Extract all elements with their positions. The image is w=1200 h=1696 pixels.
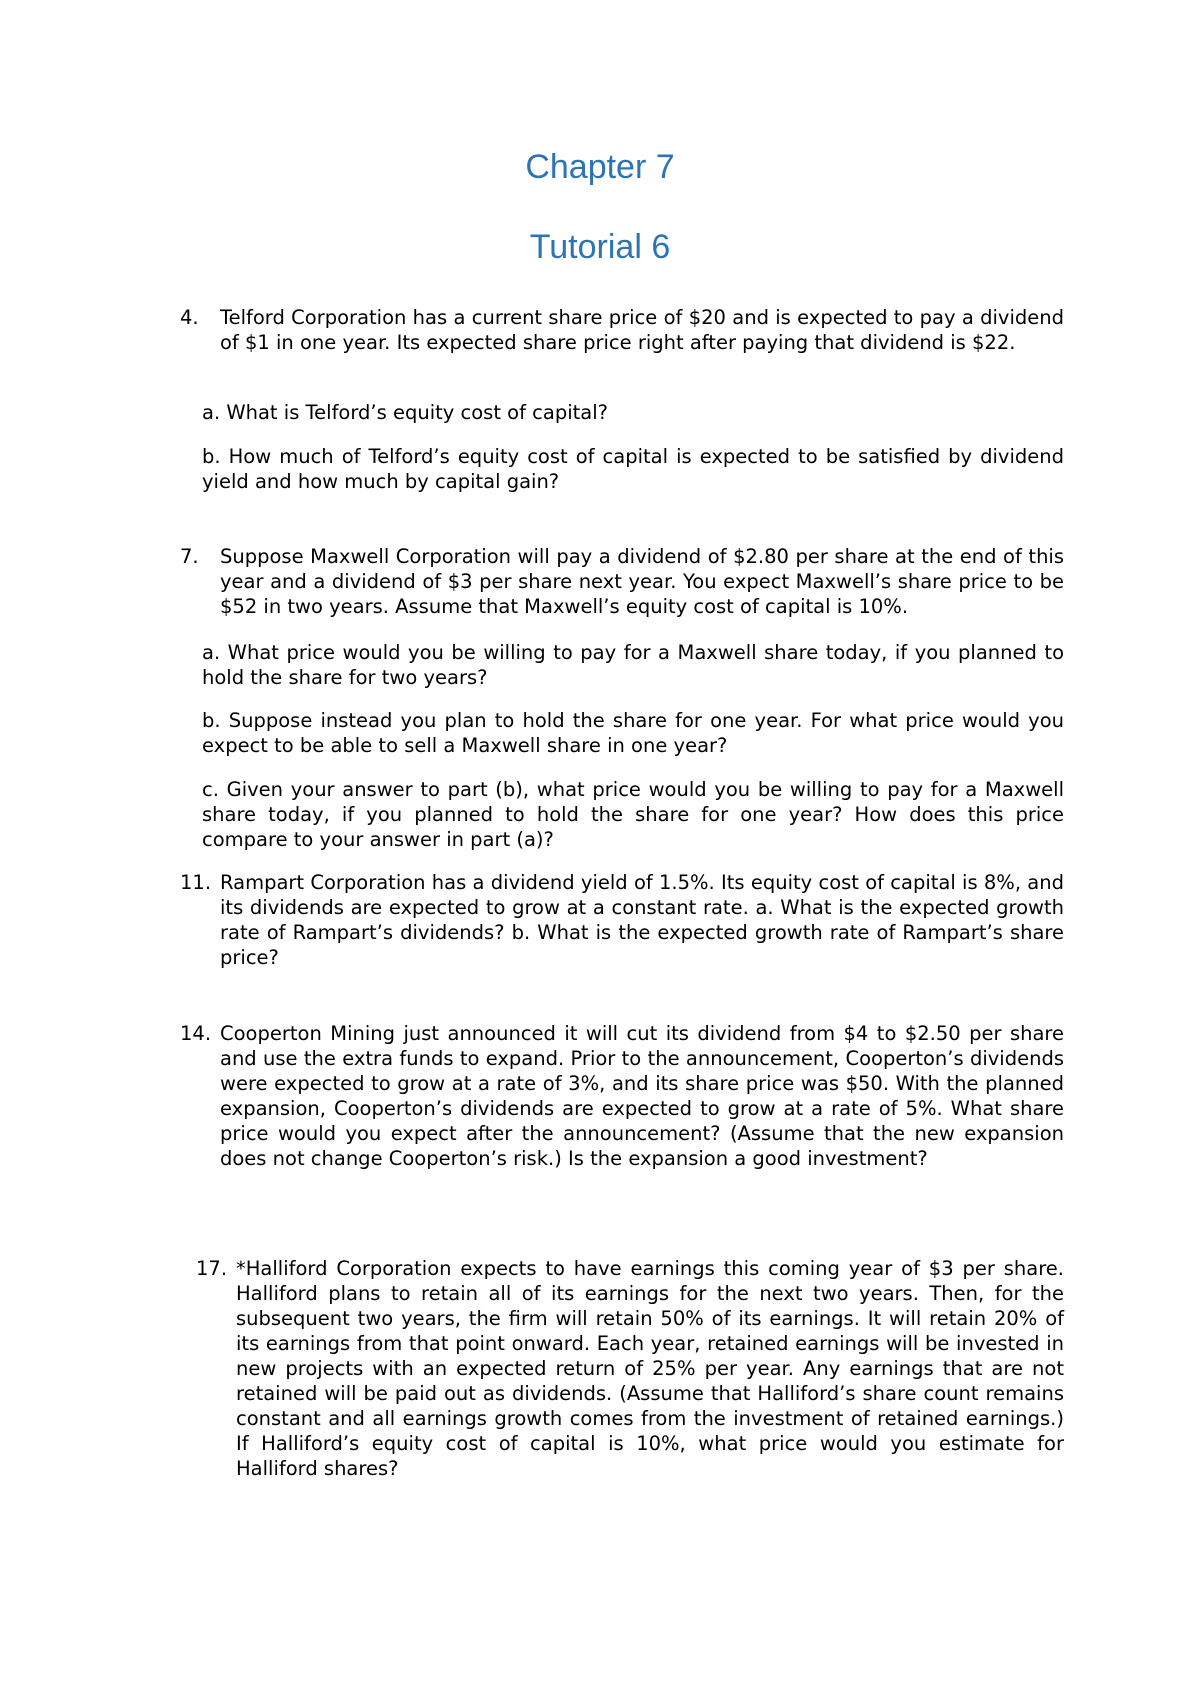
question-number: 7. xyxy=(180,545,199,568)
question-number: 11. xyxy=(180,871,212,894)
question-4 xyxy=(180,305,1064,355)
question-text: Suppose Maxwell Corporation will pay a dividend of $2.80 per share at the end of this year and a dividend of $3 per share next year. You expect Maxwell’s share price to be $52 in two years. Assume that Maxwell’s equity cost of capital is 10%. xyxy=(220,545,1064,618)
question-number: 14. xyxy=(180,1022,212,1045)
question-number: 4. xyxy=(180,306,199,329)
question-14 xyxy=(180,1021,1064,1171)
chapter-heading: Chapter 7 xyxy=(525,148,675,186)
question-7-part-b: b. Suppose instead you plan to hold the share for one year. For what price would you expect to be able to sell a Maxwell share in one year? xyxy=(202,709,1064,757)
question-text: Rampart Corporation has a dividend yield of 1.5%. Its equity cost of capital is 8%, and its dividends are expected to grow at a constant rate. a. What is the expected growth rate of Rampart’s dividends? b. What is the expected growth rate of Rampart’s share price? xyxy=(220,871,1064,969)
question-text: *Halliford Corporation expects to have earnings this coming year of $3 per share. Halliford plans to retain all of its earnings for the next two years. Then, for the subsequent two years, the firm will retain 50% of its earnings. It will retain 20% of its earnings from that point onward. Each year, retained earnings will be invested in new projects with an expected return of 25% per year. Any earnings that are not retained will be paid out as dividends. (Assume that Halliford’s share count remains constant and all earnings growth comes from the investment of retained earnings.) If Halliford’s equity cost of capital is 10%, what price would you estimate for Halliford shares? xyxy=(236,1257,1064,1480)
question-text: Telford Corporation has a current share price of $20 and is expected to pay a dividend of $1 in one year. Its expected share price right after paying that dividend is $22. xyxy=(220,306,1064,354)
question-number: 17. xyxy=(196,1257,228,1280)
tutorial-heading: Tutorial 6 xyxy=(529,228,671,266)
question-7 xyxy=(180,544,1064,619)
question-text: Cooperton Mining just announced it will cut its dividend from $4 to $2.50 per share and use the extra funds to expand. Prior to the announcement, Cooperton’s dividends were expected to grow at a rate of 3%, and its share price was $50. With the planned expansion, Cooperton’s dividends are expected to grow at a rate of 5%. What share price would you expect after the announcement? (Assume that the new expansion does not change Cooperton’s risk.) Is the expansion a good investment? xyxy=(220,1022,1064,1170)
question-7-part-c: c. Given your answer to part (b), what price would you be willing to pay for a Maxwell share today, if you planned to hold the share for one year? How does this price compare to your answer in part (a)? xyxy=(202,778,1064,851)
question-7-part-a: a. What price would you be willing to pay for a Maxwell share today, if you planned to hold the share for two years? xyxy=(202,641,1064,689)
question-11 xyxy=(180,870,1064,970)
question-4-part-a: a. What is Telford’s equity cost of capital? xyxy=(202,401,608,424)
question-4-part-b: b. How much of Telford’s equity cost of capital is expected to be satisfied by dividend yield and how much by capital gain? xyxy=(202,445,1064,493)
question-17 xyxy=(196,1256,1064,1481)
